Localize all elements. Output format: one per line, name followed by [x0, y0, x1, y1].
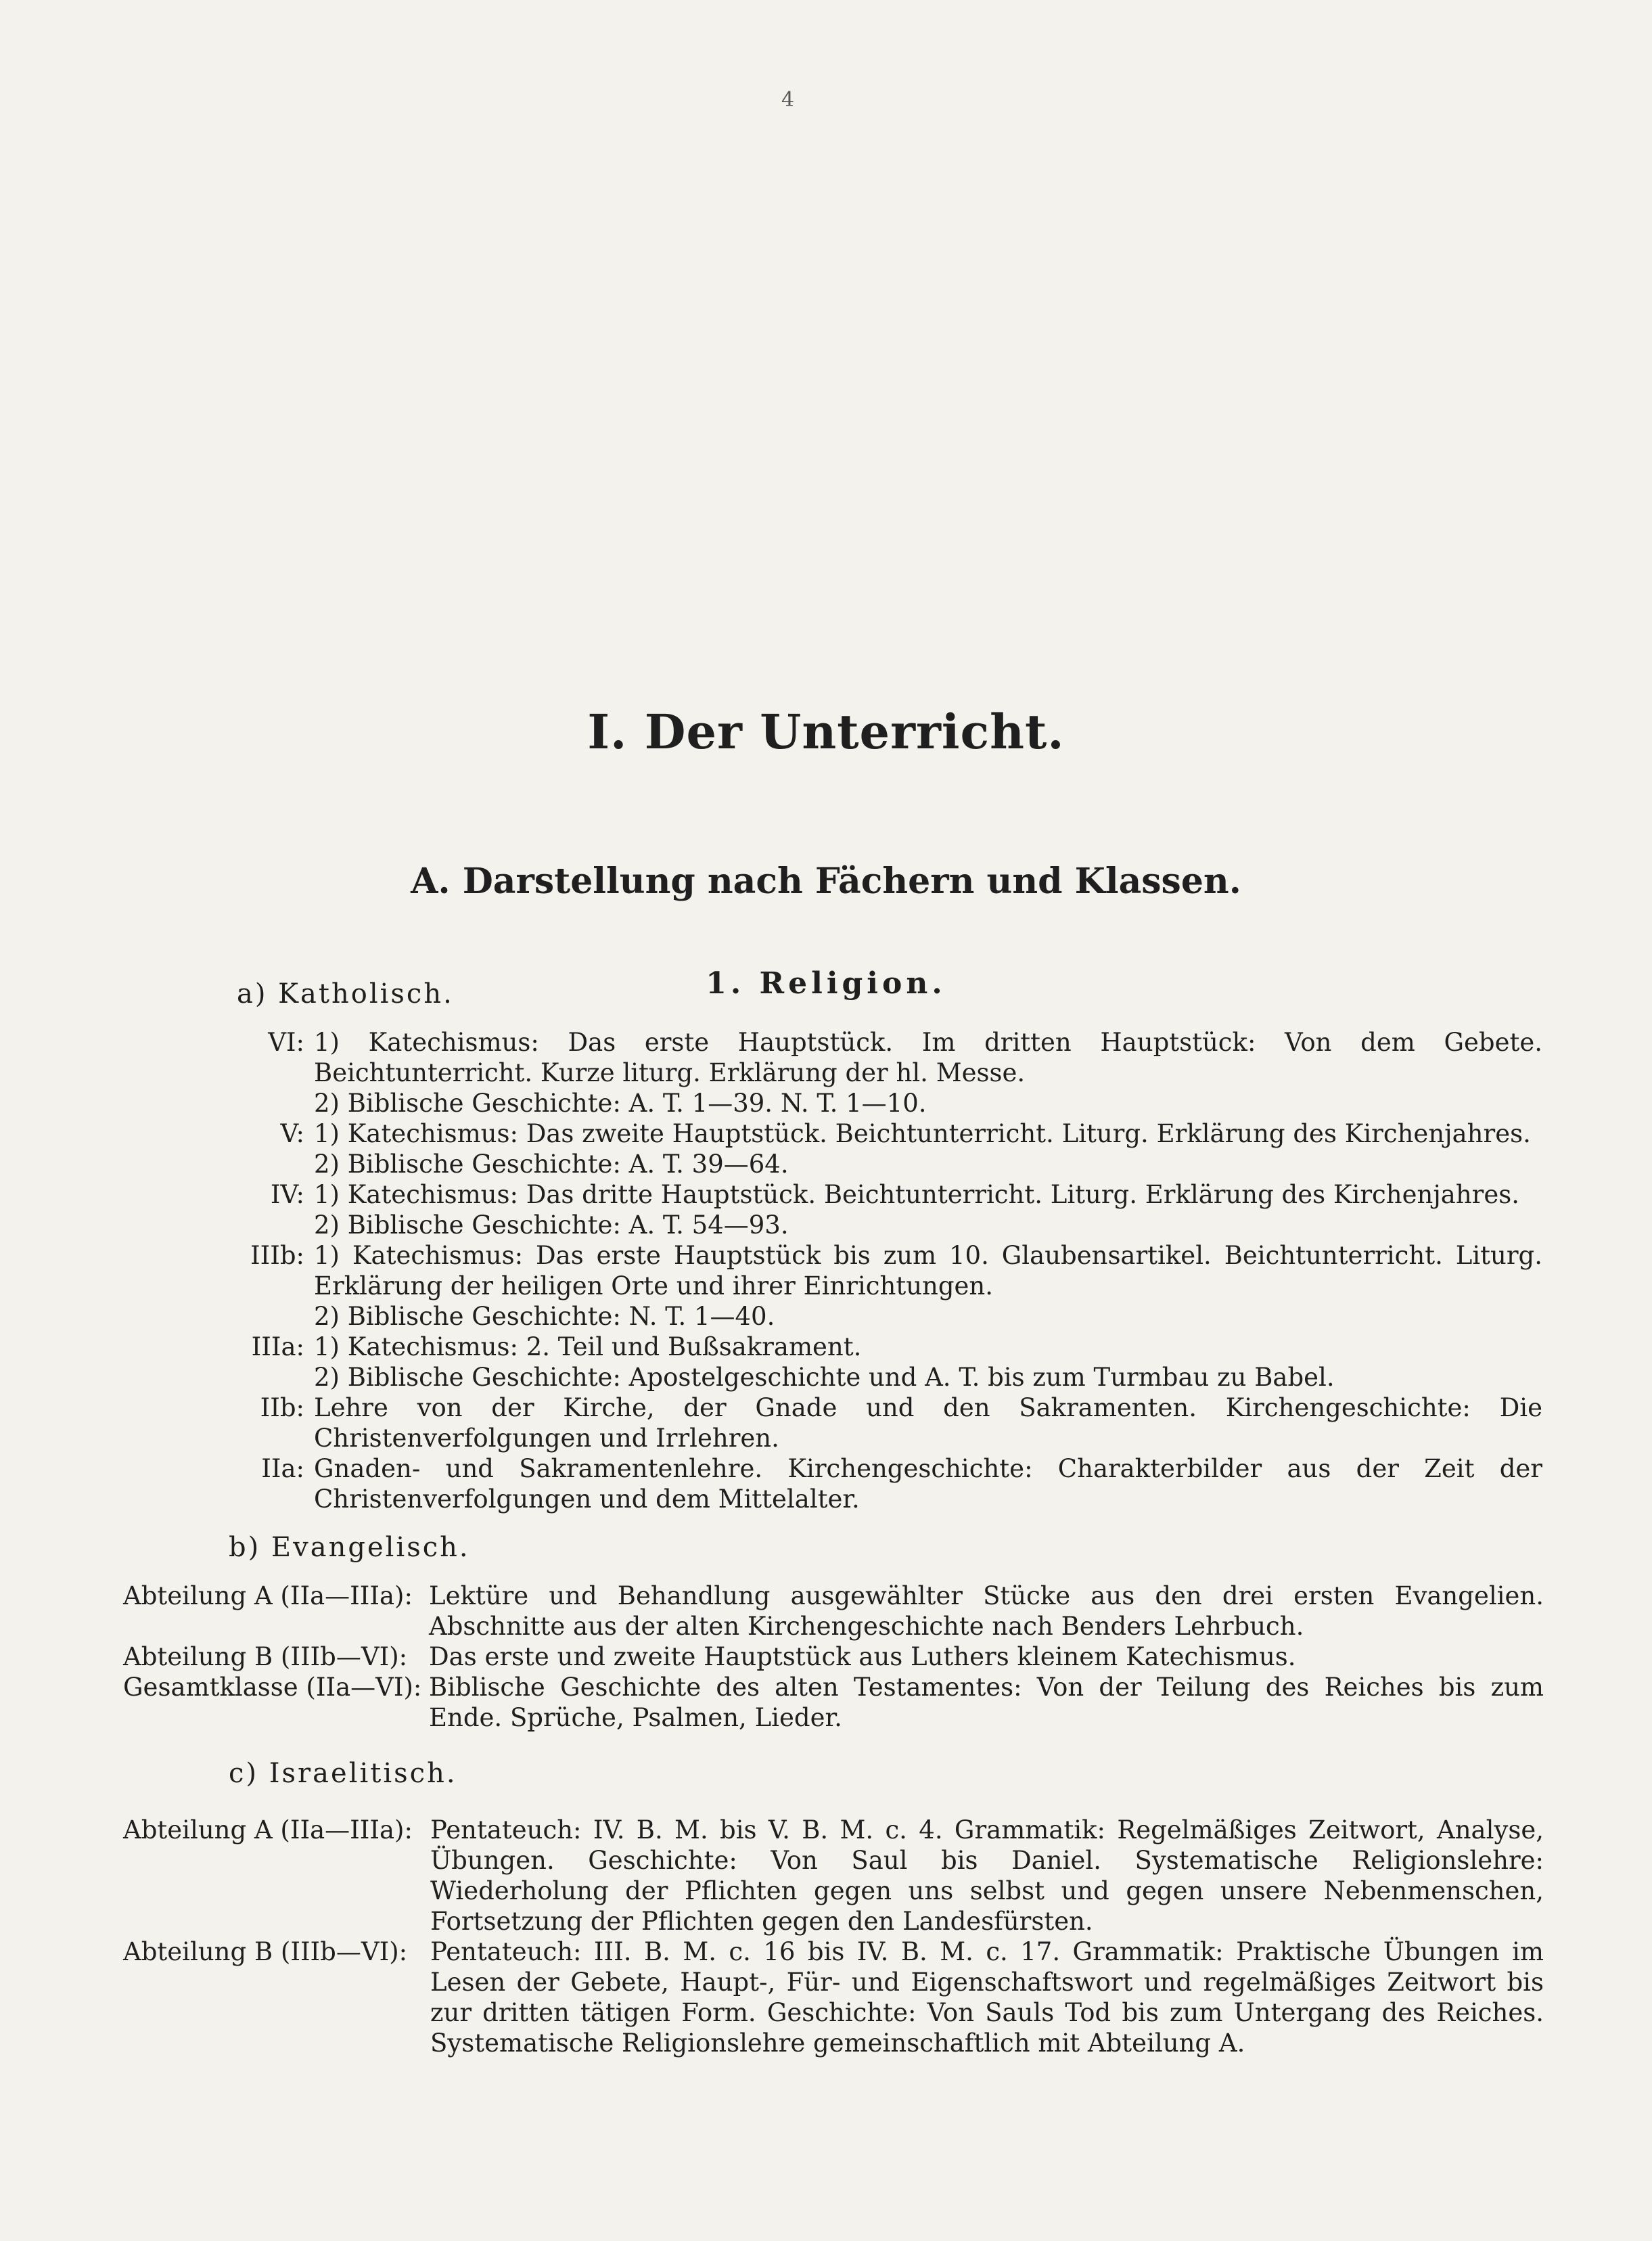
evangelisch-heading: b) Evangelisch. — [229, 1532, 470, 1563]
katholisch-entry-iiib — [169, 1240, 1542, 1332]
page-number: 4 — [781, 88, 795, 112]
class-label: IIIa: — [251, 1332, 304, 1361]
entry-line: 1) Katechismus: Das erste Hauptstück bis zum 10. Glaubensartikel. Beichtunterricht. Liturg. Erklärung der heiligen Orte und ihrer Einrichtungen. — [314, 1241, 1542, 1300]
class-label: IV: — [270, 1180, 304, 1209]
class-label: IIIb: — [250, 1241, 304, 1270]
group-label: Abteilung B (IIIb—VI): — [123, 1642, 408, 1671]
katholisch-entry-vi — [169, 1027, 1542, 1118]
entry-line: 1) Katechismus: Das erste Hauptstück. Im dritten Hauptstück: Von dem Gebete. Beichtunterricht. Kurze liturg. Erklärung der hl. Messe. — [314, 1028, 1542, 1087]
entry-line: 1) Katechismus: 2. Teil und Bußsakrament. — [314, 1332, 862, 1361]
katholisch-heading: a) Katholisch. — [237, 978, 454, 1010]
entry-text: Pentateuch: III. B. M. c. 16 bis IV. B. M. c. 17. Grammatik: Praktische Übungen im Lesen der Gebete, Haupt-, Für- und Eigenschaftswort und regelmäßiges Zeitwort bis zur dritten tätigen Form. Geschichte: Von Sauls Tod bis zum Untergang des Reiches. Systematische Religionslehre gemeinschaftlich mit Abteilung A. — [430, 1937, 1544, 2058]
class-label: VI: — [268, 1028, 304, 1057]
entry-text: Pentateuch: IV. B. M. bis V. B. M. c. 4. Grammatik: Regelmäßiges Zeitwort, Analyse, Übungen. Geschichte: Von Saul bis Daniel. Systematische Religionslehre: Wiederholung der Pflichten gegen uns selbst und gegen unsere Nebenmenschen, Fortsetzung der Pflichten gegen den Landesfürsten. — [430, 1815, 1544, 1936]
class-label: IIb: — [260, 1393, 304, 1422]
entry-line: 1) Katechismus: Das zweite Hauptstück. Beichtunterricht. Liturg. Erklärung des Kirchenjahres. — [314, 1119, 1531, 1148]
class-label: V: — [280, 1119, 304, 1148]
group-label: Abteilung A (IIa—IIIa): — [123, 1581, 413, 1610]
entry-text: Biblische Geschichte des alten Testamentes: Von der Teilung des Reiches bis zum Ende. Sprüche, Psalmen, Lieder. — [429, 1673, 1544, 1732]
subject-heading: 1. Religion. — [706, 966, 946, 1001]
israelitisch-entry — [123, 1937, 1544, 2058]
katholisch-entry-iiia — [169, 1332, 1542, 1393]
israelitisch-heading: c) Israelitisch. — [229, 1758, 457, 1789]
entry-line: Lehre von der Kirche, der Gnade und den Sakramenten. Kirchengeschichte: Die Christenverfolgungen und Irrlehren. — [314, 1393, 1542, 1453]
class-label: IIa: — [261, 1454, 304, 1483]
evangelisch-entry — [123, 1581, 1544, 1642]
entry-line: 2) Biblische Geschichte: Apostelgeschichte und A. T. bis zum Turmbau zu Babel. — [314, 1363, 1335, 1392]
entry-line: 2) Biblische Geschichte: A. T. 54—93. — [314, 1210, 789, 1240]
group-label: Gesamtklasse (IIa—VI): — [123, 1673, 422, 1702]
entry-line: 2) Biblische Geschichte: N. T. 1—40. — [314, 1302, 775, 1331]
evangelisch-list — [123, 1581, 1544, 1733]
group-label: Abteilung A (IIa—IIIa): — [123, 1815, 413, 1844]
israelitisch-list — [123, 1815, 1544, 2058]
katholisch-entry-iib — [169, 1393, 1542, 1453]
israelitisch-entry — [123, 1815, 1544, 1937]
entry-line: 2) Biblische Geschichte: A. T. 1—39. N. T. 1—10. — [314, 1089, 927, 1118]
katholisch-entry-v — [169, 1118, 1542, 1179]
entry-line: 2) Biblische Geschichte: A. T. 39—64. — [314, 1150, 789, 1179]
evangelisch-entry — [123, 1672, 1544, 1733]
entry-text: Das erste und zweite Hauptstück aus Luthers kleinem Katechismus. — [429, 1642, 1296, 1671]
entry-line: 1) Katechismus: Das dritte Hauptstück. Beichtunterricht. Liturg. Erklärung des Kirchenjahres. — [314, 1180, 1520, 1209]
katholisch-entry-iia — [169, 1453, 1542, 1514]
entry-line: Gnaden- und Sakramentenlehre. Kirchengeschichte: Charakterbilder aus der Zeit der Christenverfolgungen und dem Mittelalter. — [314, 1454, 1542, 1514]
katholisch-entry-iv — [169, 1179, 1542, 1240]
section-heading: A. Darstellung nach Fächern und Klassen. — [411, 861, 1241, 902]
entry-text: Lektüre und Behandlung ausgewählter Stücke aus den drei ersten Evangelien. Abschnitte aus der alten Kirchengeschichte nach Benders Lehrbuch. — [429, 1581, 1544, 1641]
group-label: Abteilung B (IIIb—VI): — [123, 1937, 408, 1966]
part-heading: I. Der Unterricht. — [587, 704, 1065, 760]
katholisch-list — [169, 1027, 1542, 1514]
evangelisch-entry — [123, 1642, 1544, 1672]
